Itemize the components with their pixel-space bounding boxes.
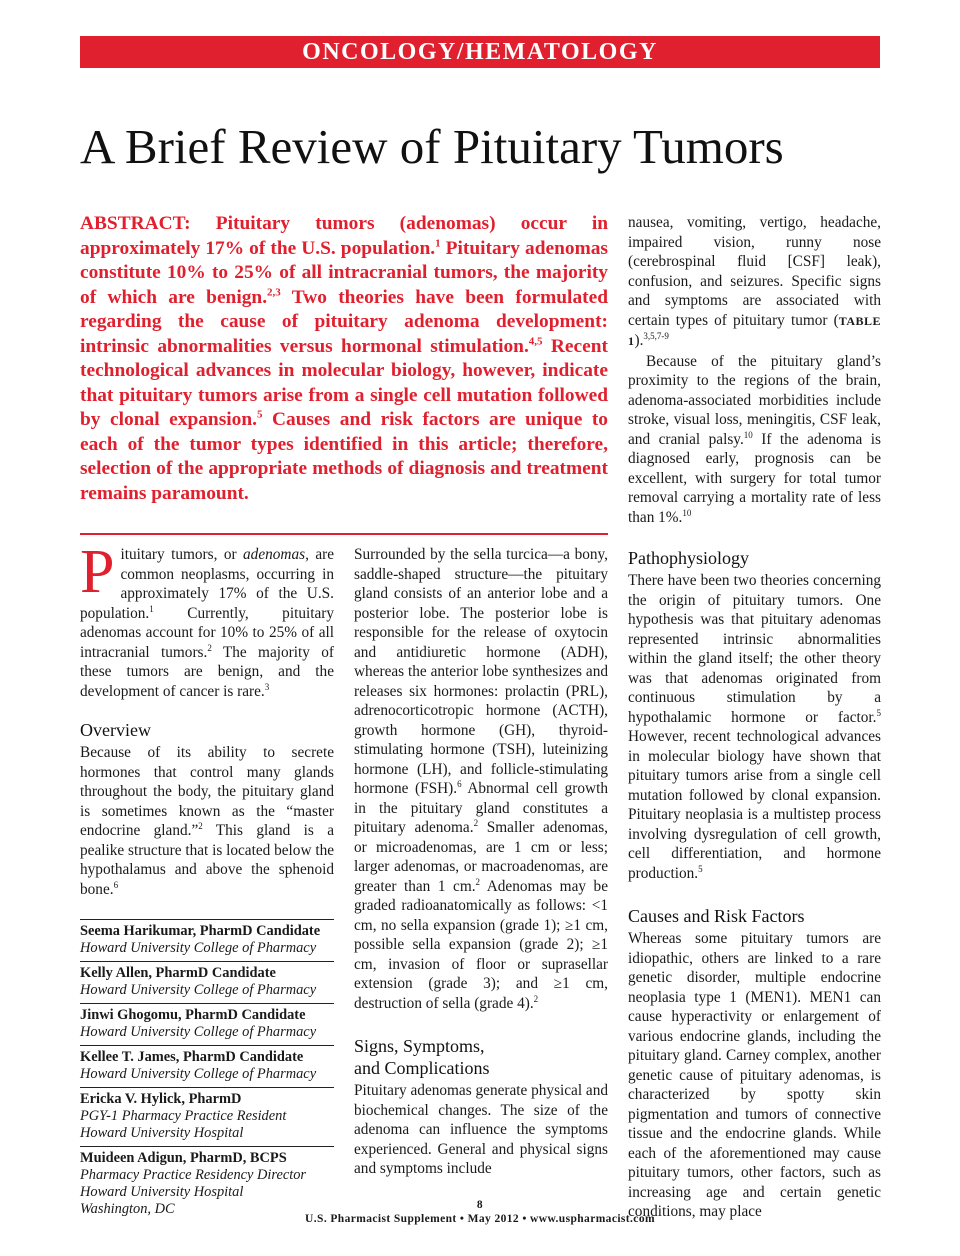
- author-entry: [80, 919, 334, 961]
- intro-text-4: The majority of these tumors are benign, and the development of cancer is rare.: [80, 643, 334, 700]
- anatomy-ref-2: 2: [473, 817, 479, 828]
- author-name: Kellee T. James, PharmD Candidate: [80, 1049, 304, 1065]
- table-reference: TABLE 1: [628, 313, 881, 348]
- abstract-text-5: Causes and risk factors are unique to each of the tumor types identified in this article; therefore, selection of the appropriate methods of diagnosis and treatment remains paramount.: [80, 409, 608, 504]
- symptoms-ref-1: 3,5,7-9: [643, 330, 669, 341]
- anatomy-text-3: Smaller adenomas, or microadenomas, are 1 cm or less; larger adenomas, or macroadenomas, are greater than 1 cm.: [354, 819, 608, 895]
- page-footer: [80, 1198, 880, 1226]
- column-left: [80, 538, 335, 1222]
- abstract-ref-1: 1: [435, 237, 441, 250]
- author-entry: [80, 1087, 334, 1146]
- overview-ref-2: 6: [113, 879, 119, 890]
- intro-text-1: ituitary tumors, or: [120, 546, 244, 563]
- intro-ref-1: 1: [149, 603, 154, 614]
- abstract-text-4: Recent technological advances in molecular biology, however, indicate that pituitary tumors arise from a single cell mutation followed by clonal expansion.: [80, 335, 608, 430]
- anatomy-paragraph: [354, 545, 608, 1013]
- article-title: A Brief Review of Pituitary Tumors: [80, 119, 784, 174]
- abstract-text-2: Pituitary adenomas constitute 10% to 25% of all intracranial tumors, the majority of which are benign.: [80, 237, 608, 308]
- drop-cap: P: [80, 538, 115, 606]
- page-number: 8: [476, 1199, 484, 1211]
- section-banner: ONCOLOGY/HEMATOLOGY: [80, 36, 880, 68]
- signs-heading: [354, 1035, 608, 1079]
- morbidity-ref-2: 10: [682, 507, 692, 518]
- abstract-ref-2: 2,3: [267, 286, 281, 299]
- anatomy-ref-3: 2: [475, 876, 481, 887]
- author-affiliation: Howard University Hospital: [80, 1125, 244, 1141]
- morbidity-paragraph: [628, 352, 881, 528]
- causes-paragraph: Whereas some pituitary tumors are idiopathic, others are linked to a rare genetic disorder, multiple endocrine neoplasia type 1 (MEN1). MEN1 can cause hyperactivity or enlargement of various endocrine glands, including the pituitary gland. Carney complex, another genetic cause of pituitary adenomas, is characterized by spotty skin pigmentation and tumors of connective tissue and the endocrine glands. While each of the aforementioned may cause pituitary tumors, other factors, such as increasing age and certain genetic conditions, may place: [628, 930, 881, 1220]
- symptoms-paragraph: [628, 213, 881, 352]
- overview-heading: Overview: [80, 720, 151, 740]
- symptoms-text-1: nausea, vomiting, vertigo, headache, impaired vision, runny nose (cerebrospinal fluid [CSF] leak), confusion, and seizures. Specific signs and symptoms are associated with certain types of pituitary tumor (: [628, 214, 881, 329]
- anatomy-text-4: Adenomas may be graded radioanatomically as follows: <1 cm, no sella expansion (grade 1); ≥1 cm, possible sella expansion (grade 2); ≥1 cm, invasion of floor or suprasellar extension (grade 3); and ≥1 cm, destruction of sella (grade 4).: [354, 877, 608, 1012]
- author-affiliation: Howard University College of Pharmacy: [80, 982, 317, 998]
- symptoms-text-2: ).: [634, 332, 644, 349]
- overview-text-1: Because of its ability to secrete hormones that control many glands throughout the body, the pituitary gland is sometimes known as the “master endocrine gland.”: [80, 744, 334, 839]
- author-name: Seema Harikumar, PharmD Candidate: [80, 923, 321, 939]
- author-name: Muideen Adigun, PharmD, BCPS: [80, 1150, 287, 1166]
- author-name: Jinwi Ghogomu, PharmD Candidate: [80, 1007, 306, 1023]
- author-entry: [80, 1003, 334, 1045]
- pathophysiology-paragraph: [628, 571, 881, 883]
- intro-ref-3: 3: [264, 681, 270, 692]
- author-entry: [80, 1045, 334, 1087]
- overview-ref-1: 2: [198, 820, 203, 831]
- column-right: [628, 213, 881, 1222]
- author-affiliation: Howard University College of Pharmacy: [80, 940, 317, 956]
- author-name: Kelly Allen, PharmD Candidate: [80, 965, 276, 981]
- intro-emphasis: adenomas,: [243, 546, 309, 563]
- anatomy-text-1: Surrounded by the sella turcica—a bony, saddle-shaped structure—the pituitary gland consists of an anterior lobe and a posterior lobe. The posterior lobe is responsible for the release of oxytocin and antidiuretic hormone (ADH), whereas the anterior lobe synthesizes and releases six hormones: prolactin (PRL), adrenocorticotropic hormone (ACTH), growth hormone (GH), thyroid-stimulating hormone (TSH), luteinizing hormone (LH), and follicle-stimulating hormone (FSH).: [354, 546, 608, 797]
- patho-text-1: There have been two theories concerning the origin of pituitary tumors. One hypothesis was that pituitary adenomas represented intrinsic abnormalities within the gland itself; the other theory was that adenomas originated from continuous stimulation by a hypothalamic hormone or factor.: [628, 572, 881, 726]
- column-middle: [354, 545, 608, 1179]
- morbidity-ref-1: 10: [743, 429, 753, 440]
- anatomy-ref-4: 2: [533, 993, 539, 1004]
- author-affiliation: Pharmacy Practice Residency Director: [80, 1167, 307, 1183]
- abstract-ref-3: 4,5: [528, 335, 543, 348]
- anatomy-text-2: Abnormal cell growth in the pituitary gland constitutes a pituitary adenoma.: [354, 780, 608, 836]
- anatomy-ref-1: 6: [457, 778, 462, 789]
- patho-ref-2: 5: [698, 863, 703, 874]
- author-affiliation: Washington, DC: [80, 1201, 175, 1217]
- author-affiliation: PGY-1 Pharmacy Practice Resident: [80, 1108, 287, 1124]
- morbidity-text-1: Because of the pituitary gland’s proximity to the regions of the brain, adenoma-associated morbidities include stroke, visual loss, meningitis, CSF leak, and cranial palsy.: [628, 352, 881, 448]
- abstract-text-3: Two theories have been formulated regarding the cause of pituitary adenoma development: intrinsic abnormalities versus hormonal stimulation.: [80, 286, 608, 357]
- author-name: Ericka V. Hylick, PharmD: [80, 1091, 242, 1107]
- author-affiliation: Howard University College of Pharmacy: [80, 1024, 317, 1040]
- causes-heading: Causes and Risk Factors: [628, 906, 805, 926]
- intro-ref-2: 2: [207, 642, 212, 653]
- abstract-text-1: ABSTRACT: Pituitary tumors (adenomas) occur in approximately 17% of the U.S. population.: [80, 213, 608, 259]
- abstract: [80, 212, 608, 506]
- author-list: [80, 919, 334, 1222]
- morbidity-text-2: If the adenoma is diagnosed early, prognosis can be excellent, with surgery for total tumor removal carrying a mortality rate of less than 1%.: [628, 430, 881, 526]
- publication-line: U.S. Pharmacist Supplement • May 2012 • www.uspharmacist.com: [305, 1213, 655, 1225]
- intro-paragraph: [80, 538, 334, 701]
- author-affiliation: Howard University College of Pharmacy: [80, 1066, 317, 1082]
- signs-paragraph: Pituitary adenomas generate physical and biochemical changes. The size of the adenoma can influence the symptoms experienced. General and physical signs and symptoms include: [354, 1082, 609, 1177]
- abstract-divider: [80, 533, 608, 535]
- overview-paragraph: [80, 743, 334, 899]
- overview-text-2: This gland is a pealike structure that is located below the hypothalamus and above the sphenoid bone.: [80, 822, 335, 898]
- intro-text-2: are common neoplasms, occurring in approximately 17% of the U.S. population.: [80, 546, 334, 622]
- pathophysiology-heading: Pathophysiology: [628, 548, 750, 568]
- abstract-ref-4: 5: [256, 408, 263, 421]
- author-affiliation: Howard University Hospital: [80, 1184, 244, 1200]
- signs-heading-line-1: Signs, Symptoms,: [354, 1036, 485, 1056]
- patho-text-2: However, recent technological advances in molecular biology have shown that pituitary tumors arise from a single cell mutation followed by clonal expansion. Pituitary neoplasia is a multistep process involving dysregulation of cell growth, cell differentiation, and hormone production.: [628, 728, 881, 882]
- signs-heading-line-2: and Complications: [354, 1058, 490, 1078]
- intro-text-3: Currently, pituitary adenomas account for 10% to 25% of all intracranial tumors.: [80, 604, 334, 661]
- patho-ref-1: 5: [876, 707, 881, 718]
- author-entry: [80, 961, 334, 1003]
